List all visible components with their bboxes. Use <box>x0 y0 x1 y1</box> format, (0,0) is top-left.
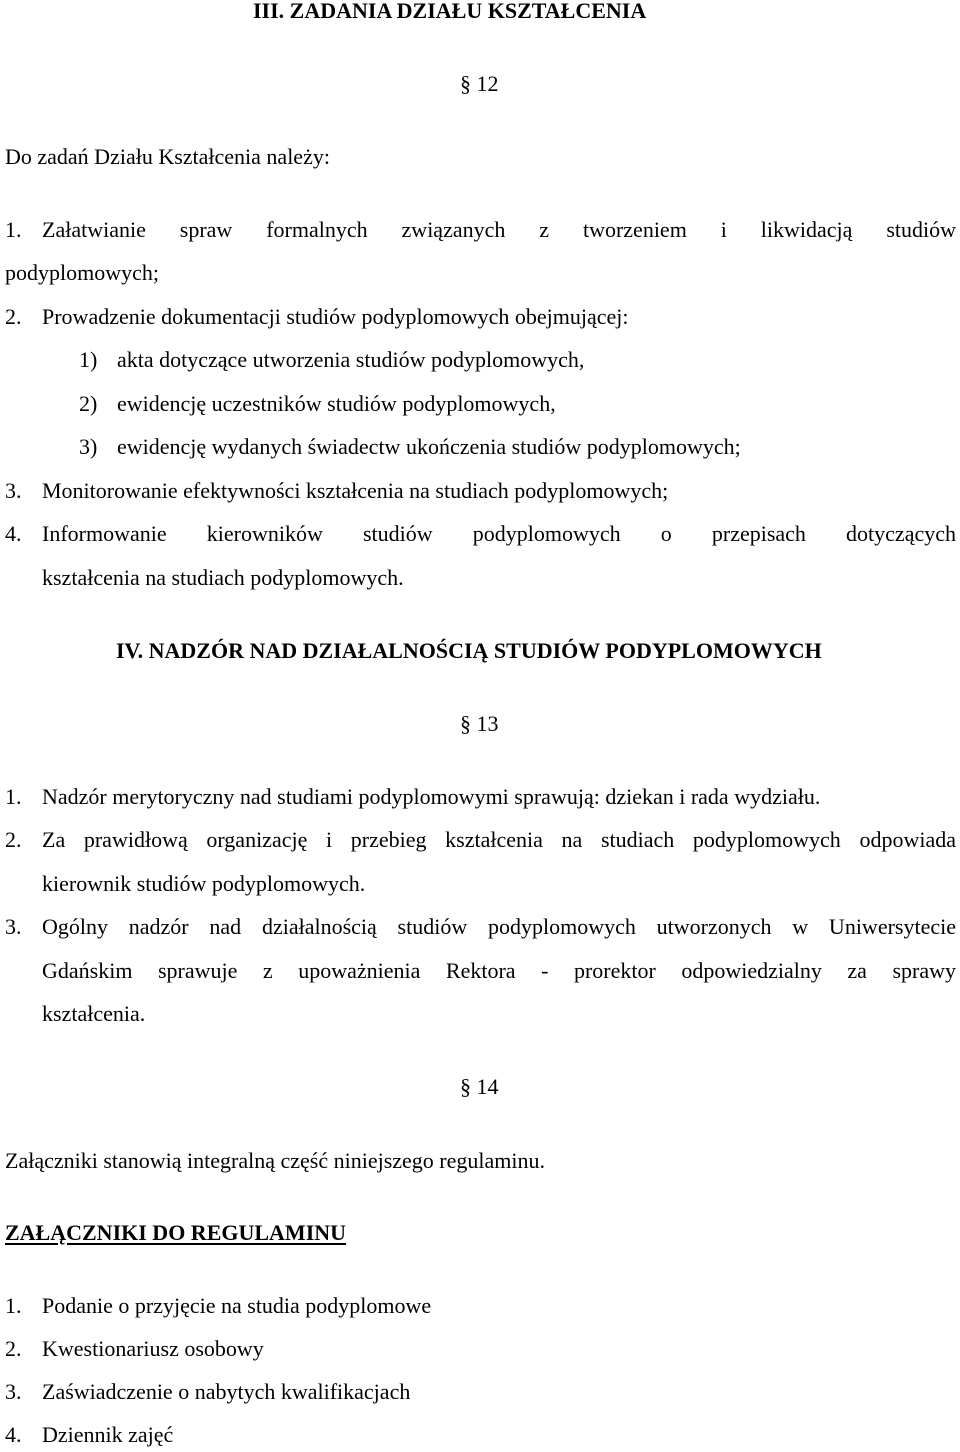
list-item-text: Kwestionariusz osobowy <box>42 1336 264 1361</box>
list-item-text: Ogólny nadzór nad działalnością studiów podyplomowych utworzonych w Uniwersytecie <box>42 914 956 939</box>
list-item-text-continued: kształcenia na studiach podyplomowych. <box>42 565 404 590</box>
list-item-number: 1. <box>5 1293 22 1318</box>
list-item-text: Za prawidłową organizację i przebieg kształcenia na studiach podyplomowych odpowiada <box>42 827 956 852</box>
list-item-number: 1. <box>5 217 22 242</box>
list-item-text: Zaświadczenie o nabytych kwalifikacjach <box>42 1379 411 1404</box>
list-item-number: 2. <box>5 827 22 852</box>
sub-list-item-text: ewidencję uczestników studiów podyplomowych, <box>117 391 556 416</box>
sub-list-item-number: 3) <box>79 434 98 459</box>
list-item-number: 1. <box>5 784 22 809</box>
list-item-text: Podanie o przyjęcie na studia podyplomowe <box>42 1293 432 1318</box>
list-item-number: 2. <box>5 1336 22 1361</box>
paragraph-number: § 12 <box>460 71 499 96</box>
list-item-text: Nadzór merytoryczny nad studiami podyplomowymi sprawują: dziekan i rada wydziału. <box>42 784 821 809</box>
sub-list-item-number: 1) <box>79 347 98 372</box>
paragraph-number: § 14 <box>460 1074 499 1099</box>
list-item-number: 4. <box>5 521 22 546</box>
paragraph-number: § 13 <box>460 711 499 736</box>
sub-list-item-text: akta dotyczące utworzenia studiów podyplomowych, <box>117 347 585 372</box>
list-item-text-continued: podyplomowych; <box>5 260 159 285</box>
list-item-number: 4. <box>5 1422 22 1447</box>
list-item-text: Dziennik zajęć <box>42 1422 174 1447</box>
section-intro: Do zadań Działu Kształcenia należy: <box>5 144 330 169</box>
section-title: III. ZADANIA DZIAŁU KSZTAŁCENIA <box>253 0 647 23</box>
list-item-text: Prowadzenie dokumentacji studiów podyplomowych obejmującej: <box>42 304 629 329</box>
list-item-number: 3. <box>5 914 22 939</box>
list-item-number: 3. <box>5 1379 22 1404</box>
sub-list-item-text: ewidencję wydanych świadectw ukończenia studiów podyplomowych; <box>117 434 741 459</box>
list-item-number: 3. <box>5 478 22 503</box>
list-item-text: Załatwianie spraw formalnych związanych z tworzeniem i likwidacją studiów <box>42 217 956 242</box>
paragraph-text: Załączniki stanowią integralną część niniejszego regulaminu. <box>5 1148 545 1173</box>
list-item-text-continued: kierownik studiów podyplomowych. <box>42 871 366 896</box>
list-item-text: Informowanie kierowników studiów podyplomowych o przepisach dotyczących <box>42 521 956 546</box>
list-item-text-continued: kształcenia. <box>42 1001 146 1026</box>
section-title: IV. NADZÓR NAD DZIAŁALNOŚCIĄ STUDIÓW PODYPLOMOWYCH <box>116 638 822 663</box>
list-item-number: 2. <box>5 304 22 329</box>
list-item-text-continued: Gdańskim sprawuje z upoważnienia Rektora - prorektor odpowiedzialny za sprawy <box>42 958 956 983</box>
attachments-title: ZAŁĄCZNIKI DO REGULAMINU <box>5 1220 347 1245</box>
sub-list-item-number: 2) <box>79 391 98 416</box>
list-item-text: Monitorowanie efektywności kształcenia na studiach podyplomowych; <box>42 478 669 503</box>
